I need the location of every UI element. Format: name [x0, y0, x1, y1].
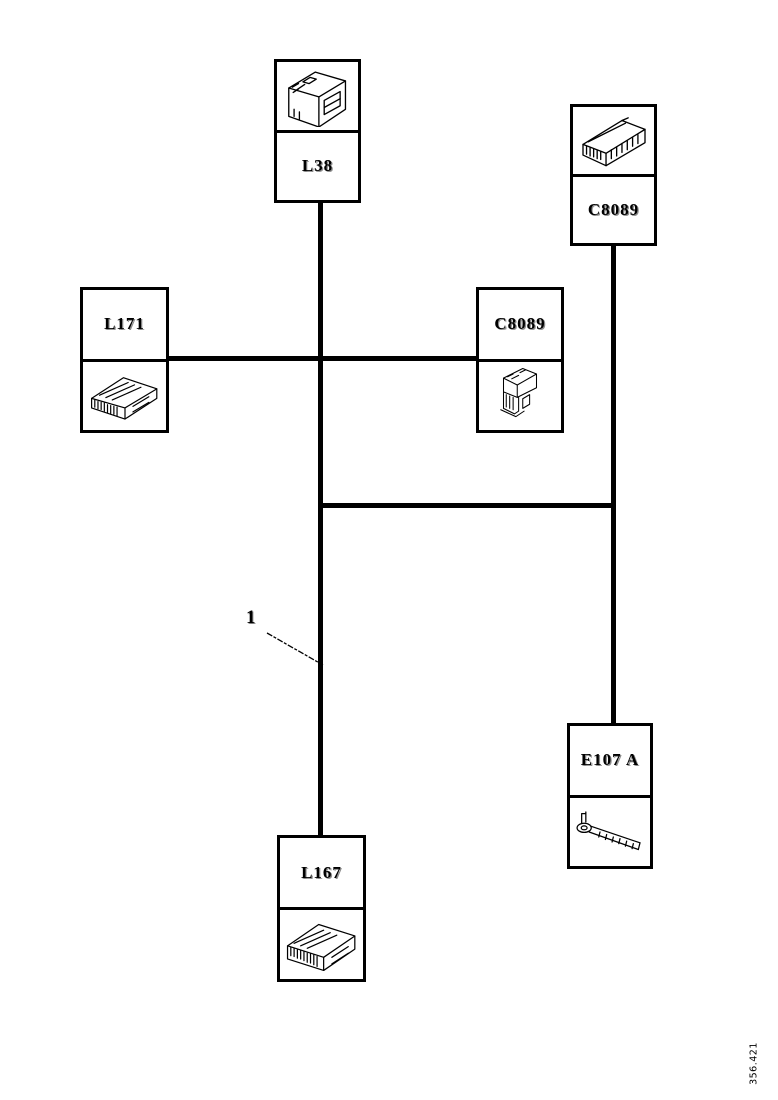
- l38-connector-drawing: [277, 62, 358, 130]
- connector-box-c8089-top: [570, 104, 657, 246]
- harness-trunk-vertical-line: [318, 201, 323, 838]
- connector-box-l167: [277, 835, 366, 982]
- connector-box-e107a: [567, 723, 653, 869]
- l38-label: L38: [301, 156, 334, 176]
- l167-label-cell: [280, 838, 363, 907]
- connector-box-l171: [80, 287, 169, 433]
- l167-connector-drawing: [280, 907, 363, 979]
- harness-right-vertical-line: [611, 243, 616, 727]
- c8089-mid-connector-drawing: [479, 359, 561, 431]
- c8089-top-label: C8089: [587, 199, 640, 219]
- e107a-label: E107 A: [580, 750, 640, 770]
- harness-branch-left-horizontal-line: [166, 356, 479, 361]
- l171-label-cell: [83, 290, 166, 359]
- l38-label-cell: [277, 130, 358, 201]
- connector-box-l38: [274, 59, 361, 203]
- document-code: 356.421: [748, 1042, 760, 1085]
- c8089-mid-label-cell: [479, 290, 561, 359]
- l171-connector-drawing: [83, 359, 166, 431]
- l167-label: L167: [301, 862, 342, 882]
- c8089-mid-label: C8089: [494, 314, 546, 334]
- c8089-top-connector-drawing: [573, 107, 654, 174]
- harness-cross-horizontal-line: [318, 503, 616, 508]
- callout-leader-line: [255, 625, 333, 673]
- e107a-ring-terminal-drawing: [570, 795, 650, 867]
- e107a-label-cell: [570, 726, 650, 795]
- c8089-top-label-cell: [573, 174, 654, 244]
- connector-box-c8089-mid: [476, 287, 564, 433]
- callout-number: 1: [246, 607, 256, 628]
- l171-label: L171: [104, 314, 145, 334]
